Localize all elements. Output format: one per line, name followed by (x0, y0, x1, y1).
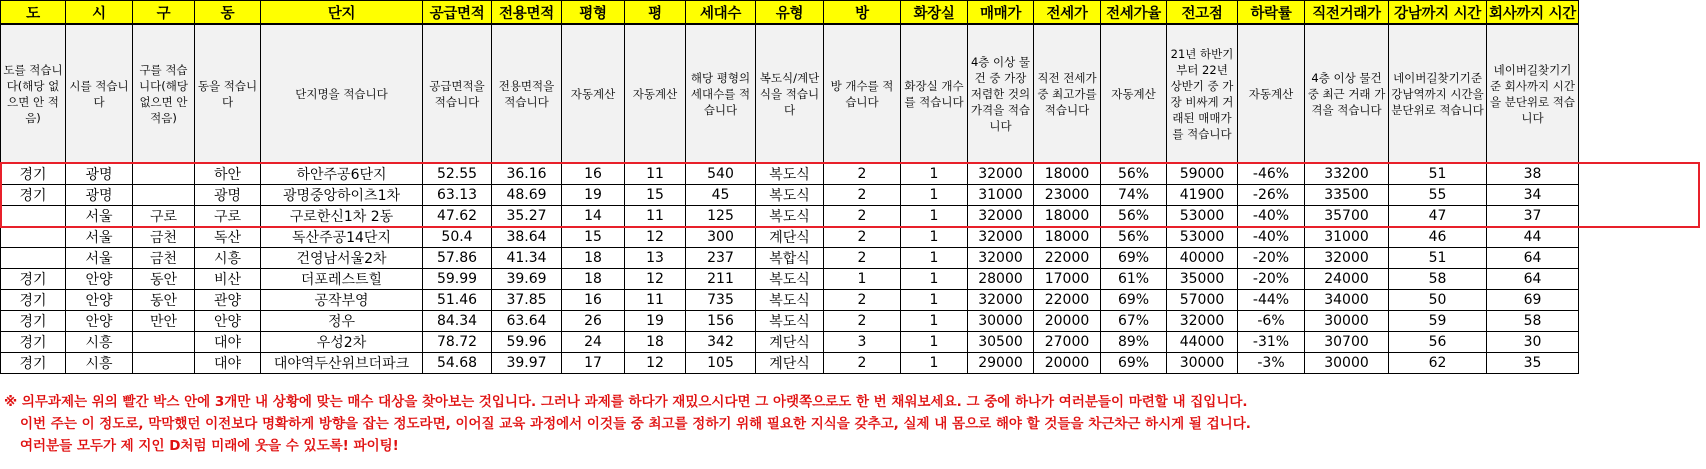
table-cell[interactable]: 19 (562, 185, 625, 206)
table-cell[interactable]: 56% (1101, 164, 1167, 185)
column-description[interactable]: 해당 평형의 세대수를 적습니다 (686, 24, 756, 164)
table-cell[interactable]: 32000 (1305, 248, 1389, 269)
header-row (1, 1, 1579, 25)
table-cell[interactable]: 구로한신1차 2동 (261, 206, 423, 227)
table-cell[interactable]: 540 (686, 164, 756, 185)
table-cell[interactable]: 78.72 (423, 332, 492, 353)
table-cell[interactable]: 11 (625, 290, 686, 311)
table-cell[interactable]: 18 (562, 269, 625, 290)
table-row (1, 353, 1579, 374)
table-cell[interactable]: 금천 (133, 248, 195, 269)
table-cell[interactable]: 2 (824, 185, 901, 206)
column-description[interactable]: 4층 이상 물건 중 가장 저렴한 것의 가격을 적습니다 (968, 24, 1034, 164)
column-description[interactable]: 자동계산 (1101, 24, 1167, 164)
table-row (1, 311, 1579, 332)
table-cell[interactable]: 18 (562, 248, 625, 269)
table-cell[interactable]: -3% (1238, 353, 1305, 374)
table-cell[interactable]: 156 (686, 311, 756, 332)
table-cell[interactable]: 경기 (1, 185, 66, 206)
table-cell[interactable]: 30700 (1305, 332, 1389, 353)
table-cell[interactable]: 구로 (133, 206, 195, 227)
table-cell[interactable]: 39.97 (492, 353, 562, 374)
table-cell[interactable]: 광명 (66, 164, 133, 185)
column-header[interactable]: 회사까지 시간 (1487, 1, 1579, 25)
table-cell[interactable]: -40% (1238, 227, 1305, 248)
table-cell[interactable] (1, 206, 66, 227)
table-cell[interactable]: 우성2차 (261, 332, 423, 353)
table-cell[interactable]: 2 (824, 164, 901, 185)
table-cell[interactable]: 56% (1101, 206, 1167, 227)
table-cell[interactable]: 독산 (195, 227, 261, 248)
table-cell[interactable]: -31% (1238, 332, 1305, 353)
table-cell[interactable]: 74% (1101, 185, 1167, 206)
table-cell[interactable]: 광명 (66, 185, 133, 206)
table-cell[interactable]: 서울 (66, 248, 133, 269)
table-cell[interactable]: 동안 (133, 290, 195, 311)
table-cell[interactable]: 시흥 (195, 248, 261, 269)
table-cell[interactable]: 2 (824, 248, 901, 269)
column-header[interactable]: 공급면적 (423, 1, 492, 25)
column-header[interactable]: 평형 (562, 1, 625, 25)
table-cell[interactable]: 59.99 (423, 269, 492, 290)
table-cell[interactable]: 44000 (1167, 332, 1238, 353)
table-cell[interactable]: 대야 (195, 353, 261, 374)
table-cell[interactable]: 1 (901, 332, 968, 353)
table-cell[interactable]: 89% (1101, 332, 1167, 353)
column-description[interactable]: 자동계산 (1238, 24, 1305, 164)
table-cell[interactable]: 69% (1101, 353, 1167, 374)
table-cell[interactable]: 67% (1101, 311, 1167, 332)
table-cell[interactable]: 40000 (1167, 248, 1238, 269)
table-cell[interactable]: 32000 (968, 248, 1034, 269)
table-row (1, 227, 1579, 248)
column-description[interactable]: 화장실 개수를 적습니다 (901, 24, 968, 164)
table-cell[interactable]: 14 (562, 206, 625, 227)
table-cell[interactable]: 37.85 (492, 290, 562, 311)
column-description[interactable]: 도를 적습니다(해당 없으면 안 적음) (1, 24, 66, 164)
table-cell[interactable]: 30000 (1305, 311, 1389, 332)
table-cell[interactable]: 복도식 (756, 206, 824, 227)
table-cell[interactable]: 12 (625, 227, 686, 248)
table-cell[interactable]: -46% (1238, 164, 1305, 185)
table-cell[interactable]: 37 (1487, 206, 1579, 227)
table-cell[interactable] (133, 164, 195, 185)
table-cell[interactable]: 211 (686, 269, 756, 290)
table-row (1, 248, 1579, 269)
table-cell[interactable]: 47.62 (423, 206, 492, 227)
table-cell[interactable]: 1 (901, 185, 968, 206)
column-header[interactable]: 시 (66, 1, 133, 25)
column-description[interactable]: 자동계산 (625, 24, 686, 164)
table-cell[interactable] (1, 248, 66, 269)
column-header[interactable]: 세대수 (686, 1, 756, 25)
table-cell[interactable]: -20% (1238, 269, 1305, 290)
table-cell[interactable] (133, 353, 195, 374)
table-cell[interactable]: 복도식 (756, 185, 824, 206)
table-cell[interactable]: -20% (1238, 248, 1305, 269)
table-cell[interactable]: 63.64 (492, 311, 562, 332)
table-cell[interactable]: 복도식 (756, 311, 824, 332)
table-cell[interactable]: 30000 (968, 311, 1034, 332)
table-cell[interactable]: 38 (1487, 164, 1579, 185)
table-cell[interactable]: 69% (1101, 290, 1167, 311)
table-cell[interactable]: 19 (625, 311, 686, 332)
table-row (1, 290, 1579, 311)
table-cell[interactable]: 32000 (968, 164, 1034, 185)
table-cell[interactable]: 44 (1487, 227, 1579, 248)
table-cell[interactable]: 경기 (1, 332, 66, 353)
table-cell[interactable]: 58 (1389, 269, 1487, 290)
table-cell[interactable]: 관양 (195, 290, 261, 311)
table-cell[interactable]: 125 (686, 206, 756, 227)
table-cell[interactable]: 3 (824, 332, 901, 353)
table-cell[interactable]: 11 (625, 164, 686, 185)
table-cell[interactable]: 50 (1389, 290, 1487, 311)
table-cell[interactable]: 56% (1101, 227, 1167, 248)
notes-block (4, 391, 1704, 457)
table-cell[interactable]: 22000 (1034, 290, 1101, 311)
table-cell[interactable]: 16 (562, 164, 625, 185)
column-description[interactable]: 단지명을 적습니다 (261, 24, 423, 164)
table-cell[interactable]: 경기 (1, 353, 66, 374)
column-header[interactable]: 전용면적 (492, 1, 562, 25)
table-cell[interactable]: 공작부영 (261, 290, 423, 311)
table-cell[interactable]: 30000 (1167, 353, 1238, 374)
table-cell[interactable]: 16 (562, 290, 625, 311)
table-cell[interactable]: 51 (1389, 164, 1487, 185)
column-header[interactable]: 동 (195, 1, 261, 25)
table-cell[interactable]: 64 (1487, 269, 1579, 290)
table-row (1, 185, 1579, 206)
column-header[interactable]: 평 (625, 1, 686, 25)
table-cell[interactable]: 복합식 (756, 248, 824, 269)
table-row (1, 164, 1579, 185)
table-cell[interactable]: 47 (1389, 206, 1487, 227)
table-cell[interactable]: 서울 (66, 206, 133, 227)
table-cell[interactable]: 안양 (66, 290, 133, 311)
table-cell[interactable]: 하안 (195, 164, 261, 185)
table-cell[interactable]: 31000 (968, 185, 1034, 206)
table-cell[interactable]: 29000 (968, 353, 1034, 374)
table-cell[interactable] (133, 332, 195, 353)
table-cell[interactable]: 18000 (1034, 164, 1101, 185)
table-cell[interactable]: 1 (901, 206, 968, 227)
table-cell[interactable]: 2 (824, 353, 901, 374)
table-cell[interactable]: 18000 (1034, 227, 1101, 248)
table-cell[interactable]: 경기 (1, 311, 66, 332)
table-cell[interactable]: 광명 (195, 185, 261, 206)
table-cell[interactable]: 대야역두산위브더파크 (261, 353, 423, 374)
table-cell[interactable]: 복도식 (756, 269, 824, 290)
column-header[interactable]: 매매가 (968, 1, 1034, 25)
table-cell[interactable]: 시흥 (66, 353, 133, 374)
table-cell[interactable]: 41.34 (492, 248, 562, 269)
table-cell[interactable]: 342 (686, 332, 756, 353)
table-cell[interactable]: 52.55 (423, 164, 492, 185)
table-cell[interactable]: 시흥 (66, 332, 133, 353)
column-header[interactable]: 직전거래가 (1305, 1, 1389, 25)
table-cell[interactable]: 경기 (1, 269, 66, 290)
table-cell[interactable]: 53000 (1167, 206, 1238, 227)
table-cell[interactable]: 하안주공6단지 (261, 164, 423, 185)
table-cell[interactable]: 57000 (1167, 290, 1238, 311)
table-cell[interactable]: 비산 (195, 269, 261, 290)
table-cell[interactable]: 2 (824, 290, 901, 311)
table-cell[interactable]: 53000 (1167, 227, 1238, 248)
table-cell[interactable]: 안양 (195, 311, 261, 332)
table-cell[interactable]: 1 (901, 227, 968, 248)
table-cell[interactable]: 32000 (968, 290, 1034, 311)
table-cell[interactable]: 35000 (1167, 269, 1238, 290)
column-header[interactable]: 전세가 (1034, 1, 1101, 25)
table-cell[interactable]: 구로 (195, 206, 261, 227)
table-cell[interactable]: 26 (562, 311, 625, 332)
table-cell[interactable]: 13 (625, 248, 686, 269)
note-line-1: ※ 의무과제는 위의 빨간 박스 안에 3개만 내 상황에 맞는 매수 대상을 찾아보는 것입니다. 그러나 과제를 하다가 재밌으시다면 그 아랫쪽으로도 한 번 채워보세요. 그 중에 하나가 여러분들이 마련할 내 집입니다. (4, 394, 1248, 410)
table-cell[interactable]: 2 (824, 227, 901, 248)
table-cell[interactable]: 1 (901, 164, 968, 185)
column-header[interactable]: 구 (133, 1, 195, 25)
table-cell[interactable]: 61% (1101, 269, 1167, 290)
table-cell[interactable]: 건영남서울2차 (261, 248, 423, 269)
table-cell[interactable]: 1 (901, 248, 968, 269)
table-cell[interactable]: 17000 (1034, 269, 1101, 290)
table-cell[interactable]: 더포레스트힐 (261, 269, 423, 290)
column-description[interactable]: 자동계산 (562, 24, 625, 164)
column-header[interactable]: 하락률 (1238, 1, 1305, 25)
table-cell[interactable]: 30500 (968, 332, 1034, 353)
table-cell[interactable]: 31000 (1305, 227, 1389, 248)
table-cell[interactable]: 계단식 (756, 227, 824, 248)
table-cell[interactable]: 39.69 (492, 269, 562, 290)
table-cell[interactable]: 35 (1487, 353, 1579, 374)
table-cell[interactable]: 46 (1389, 227, 1487, 248)
table-cell[interactable]: 32000 (968, 206, 1034, 227)
table-cell[interactable]: 1 (901, 290, 968, 311)
column-header[interactable]: 방 (824, 1, 901, 25)
table-cell[interactable]: 17 (562, 353, 625, 374)
table-cell[interactable]: 54.68 (423, 353, 492, 374)
column-header[interactable]: 화장실 (901, 1, 968, 25)
table-cell[interactable]: 계단식 (756, 332, 824, 353)
table-row (1, 332, 1579, 353)
column-description[interactable]: 구를 적습니다(해당 없으면 안 적음) (133, 24, 195, 164)
table-cell[interactable]: 금천 (133, 227, 195, 248)
table-body (1, 164, 1579, 374)
note-line-3: 여러분들 모두가 제 지인 D처럼 미래에 웃을 수 있도록! 파이팅! (20, 438, 399, 454)
table-cell[interactable]: 735 (686, 290, 756, 311)
table-cell[interactable]: 34 (1487, 185, 1579, 206)
table-cell[interactable]: 복도식 (756, 290, 824, 311)
column-header[interactable]: 도 (1, 1, 66, 25)
table-cell[interactable] (1, 227, 66, 248)
table-cell[interactable]: 34000 (1305, 290, 1389, 311)
table-cell[interactable]: 38.64 (492, 227, 562, 248)
table-cell[interactable]: 56 (1389, 332, 1487, 353)
table-cell[interactable]: 정우 (261, 311, 423, 332)
table-cell[interactable]: 51.46 (423, 290, 492, 311)
table-cell[interactable]: 경기 (1, 290, 66, 311)
table-cell[interactable]: 계단식 (756, 353, 824, 374)
table-cell[interactable]: 35.27 (492, 206, 562, 227)
table-cell[interactable]: 105 (686, 353, 756, 374)
table-cell[interactable]: 33200 (1305, 164, 1389, 185)
table-cell[interactable]: 23000 (1034, 185, 1101, 206)
table-cell[interactable]: 59.96 (492, 332, 562, 353)
table-cell[interactable] (133, 185, 195, 206)
table-cell[interactable]: -44% (1238, 290, 1305, 311)
table-cell[interactable]: 32000 (968, 227, 1034, 248)
table-cell[interactable]: 서울 (66, 227, 133, 248)
table-cell[interactable]: 1 (824, 269, 901, 290)
table-cell[interactable]: 18000 (1034, 206, 1101, 227)
table-row (1, 269, 1579, 290)
table-cell[interactable]: -6% (1238, 311, 1305, 332)
table-cell[interactable]: 59000 (1167, 164, 1238, 185)
description-row (1, 24, 1579, 164)
table-cell[interactable]: 2 (824, 311, 901, 332)
table-cell[interactable]: -40% (1238, 206, 1305, 227)
column-description[interactable]: 네이버길찾기기준 강남역까지 시간을 분단위로 적습니다 (1389, 24, 1487, 164)
table-cell[interactable]: 30 (1487, 332, 1579, 353)
table-cell[interactable]: 동안 (133, 269, 195, 290)
column-header[interactable]: 전세가율 (1101, 1, 1167, 25)
table-cell[interactable]: 33500 (1305, 185, 1389, 206)
column-description[interactable]: 동을 적습니다 (195, 24, 261, 164)
table-cell[interactable]: 독산주공14단지 (261, 227, 423, 248)
column-description[interactable]: 네이버길찾기기준 회사까지 시간을 분단위로 적습니다 (1487, 24, 1579, 164)
table-cell[interactable]: 1 (901, 311, 968, 332)
table-cell[interactable]: 경기 (1, 164, 66, 185)
table-cell[interactable]: 32000 (1167, 311, 1238, 332)
table-cell[interactable]: 안양 (66, 311, 133, 332)
table-cell[interactable]: 안양 (66, 269, 133, 290)
table-cell[interactable]: 57.86 (423, 248, 492, 269)
column-header[interactable]: 유형 (756, 1, 824, 25)
table-cell[interactable]: 20000 (1034, 311, 1101, 332)
column-description[interactable]: 4층 이상 물건 중 최근 거래 가격을 적습니다 (1305, 24, 1389, 164)
table-cell[interactable]: 63.13 (423, 185, 492, 206)
table-cell[interactable]: 2 (824, 206, 901, 227)
table-cell[interactable]: 64 (1487, 248, 1579, 269)
table-cell[interactable]: 36.16 (492, 164, 562, 185)
column-description[interactable]: 공급면적을 적습니다 (423, 24, 492, 164)
column-header[interactable]: 강남까지 시간 (1389, 1, 1487, 25)
table-cell[interactable]: 51 (1389, 248, 1487, 269)
column-header[interactable]: 단지 (261, 1, 423, 25)
column-description[interactable]: 방 개수를 적습니다 (824, 24, 901, 164)
table-cell[interactable]: 45 (686, 185, 756, 206)
table-cell[interactable]: 28000 (968, 269, 1034, 290)
table-cell[interactable]: 48.69 (492, 185, 562, 206)
table-row (1, 206, 1579, 227)
table-cell[interactable]: 62 (1389, 353, 1487, 374)
table-cell[interactable]: 대야 (195, 332, 261, 353)
table-cell[interactable]: 20000 (1034, 353, 1101, 374)
column-description[interactable]: 전용면적을 적습니다 (492, 24, 562, 164)
table-cell[interactable]: 237 (686, 248, 756, 269)
table-cell[interactable]: 69 (1487, 290, 1579, 311)
table-cell[interactable]: 30000 (1305, 353, 1389, 374)
table-cell[interactable]: 15 (562, 227, 625, 248)
table-cell[interactable]: 41900 (1167, 185, 1238, 206)
column-description[interactable]: 직전 전세가 중 최고가를 적습니다 (1034, 24, 1101, 164)
note-line-2: 이번 주는 이 정도로, 막막했던 이전보다 명확하게 방향을 잡는 정도라면, 이어질 교육 과정에서 이것들 중 최고를 정하기 위해 필요한 지식을 갖추고, 실제 내 몸으로 해야 할 것들을 차근차근 하시게 될 겁니다. (20, 416, 1251, 432)
column-description[interactable]: 시를 적습니다 (66, 24, 133, 164)
table-cell[interactable]: 24 (562, 332, 625, 353)
table-cell[interactable]: 만안 (133, 311, 195, 332)
table-cell[interactable]: 59 (1389, 311, 1487, 332)
table-cell[interactable]: 광명중앙하이츠1차 (261, 185, 423, 206)
table-cell[interactable]: 1 (901, 269, 968, 290)
table-cell[interactable]: 복도식 (756, 164, 824, 185)
table-cell[interactable]: 12 (625, 269, 686, 290)
table-cell[interactable]: 58 (1487, 311, 1579, 332)
table-cell[interactable]: 35700 (1305, 206, 1389, 227)
table-cell[interactable]: 300 (686, 227, 756, 248)
table-cell[interactable]: 50.4 (423, 227, 492, 248)
table-cell[interactable]: -26% (1238, 185, 1305, 206)
table-cell[interactable]: 15 (625, 185, 686, 206)
column-description[interactable]: 복도식/계단식을 적습니다 (756, 24, 824, 164)
table-cell[interactable]: 84.34 (423, 311, 492, 332)
table-cell[interactable]: 24000 (1305, 269, 1389, 290)
table-cell[interactable]: 55 (1389, 185, 1487, 206)
column-description[interactable]: 21년 하반기부터 22년 상반기 중 가장 비싸게 거래된 매매가를 적습니다 (1167, 24, 1238, 164)
table-cell[interactable]: 11 (625, 206, 686, 227)
table-cell[interactable]: 18 (625, 332, 686, 353)
table-cell[interactable]: 69% (1101, 248, 1167, 269)
table-cell[interactable]: 27000 (1034, 332, 1101, 353)
column-header[interactable]: 전고점 (1167, 1, 1238, 25)
table-cell[interactable]: 1 (901, 353, 968, 374)
table-cell[interactable]: 12 (625, 353, 686, 374)
table-cell[interactable]: 22000 (1034, 248, 1101, 269)
